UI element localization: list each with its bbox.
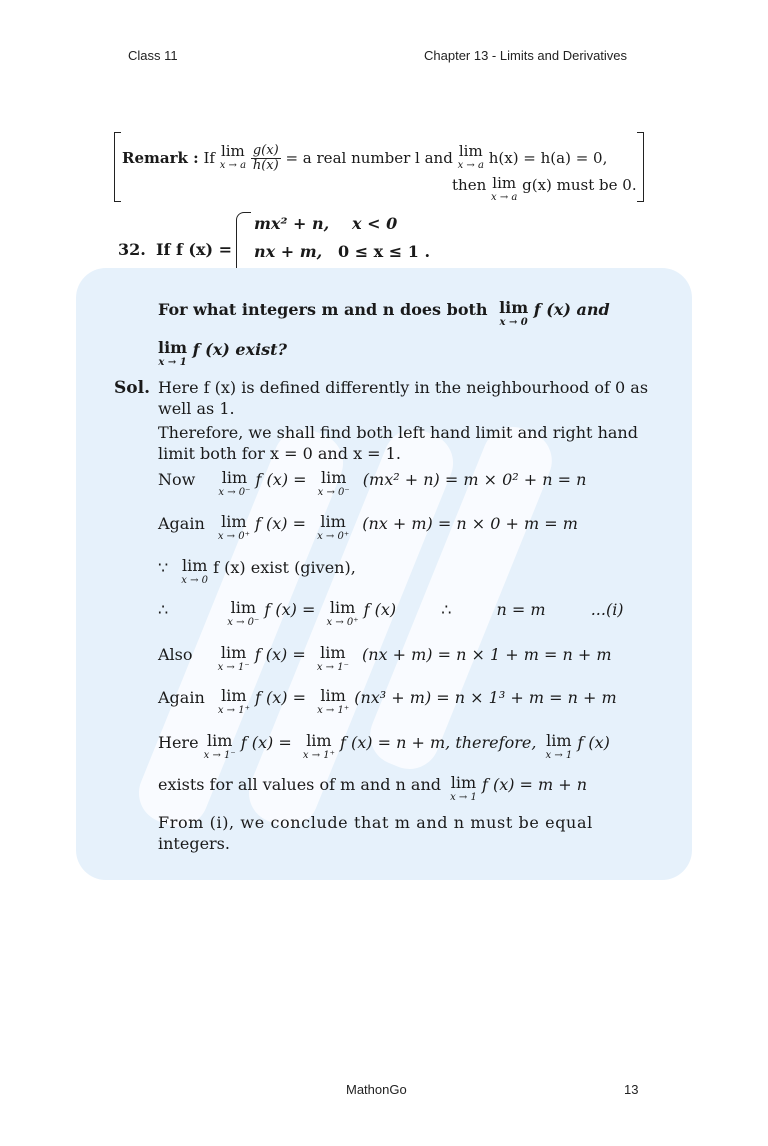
- remark-then: then: [452, 176, 487, 194]
- sol-para-2a: Therefore, we shall find both left hand limit and right hand: [158, 423, 638, 442]
- remark-end-1: h(x) = h(a) = 0,: [488, 148, 608, 167]
- case-2-cond: 0 ≤ x ≤ 1 .: [338, 242, 431, 261]
- sol-therefore-line: ∴ lim x → 0⁻ f (x) = lim x → 0⁺ f (x) ∴ n = m ...(i): [158, 598, 624, 628]
- remark-label: Remark :: [122, 148, 199, 167]
- sol-again-line-2: Again lim x → 1⁺ f (x) = lim x → 1⁺ (nx³ + m) = n × 1³ + m = n + m: [158, 686, 617, 716]
- question-number: 32.: [118, 240, 146, 259]
- remark-lim-3: lim x → a: [491, 174, 518, 203]
- case-1-cond: x < 0: [352, 214, 398, 233]
- question-text-2: lim x → 1 f (x) exist?: [158, 338, 287, 368]
- remark-line-2: [452, 176, 637, 203]
- sol-para-2b: limit both for x = 0 and x = 1.: [158, 444, 401, 463]
- sol-para-1a: Here f (x) is defined differently in the neighbourhood of 0 as: [158, 378, 649, 397]
- sol-now-line: Now lim x → 0⁻ f (x) = lim x → 0⁻ (mx² + n) = m × 0² + n = n: [158, 468, 587, 498]
- remark-mid: = a real number l and: [285, 148, 453, 167]
- sol-also-line: Also lim x → 1⁻ f (x) = lim x → 1⁻ (nx + m) = n × 1 + m = n + m: [158, 643, 612, 673]
- remark-lim-2: lim x → a: [457, 142, 484, 171]
- remark-line-1: [122, 144, 607, 174]
- sol-again-line-1: Again lim x → 0⁺ f (x) = lim x → 0⁺ (nx + m) = n × 0 + m = m: [158, 512, 578, 542]
- remark-box: [114, 132, 644, 202]
- sol-para-1b: well as 1.: [158, 399, 235, 418]
- header-chapter: Chapter 13 - Limits and Derivatives: [424, 48, 628, 63]
- question-if: If f (x) =: [156, 240, 233, 259]
- remark-end-2: g(x) must be 0.: [522, 176, 637, 194]
- sol-exists-line: exists for all values of m and n and lim x → 1 f (x) = m + n: [158, 773, 588, 803]
- question-text-1: For what integers m and n does both lim x → 0 f (x) and: [158, 298, 610, 328]
- sol-because-line: ∵ lim x → 0 f (x) exist (given),: [158, 556, 356, 586]
- sol-conclusion-2: integers.: [158, 834, 230, 853]
- remark-lim-1: lim x → a: [219, 142, 247, 171]
- remark-fraction: $\frac{g(x)}{h(x)}$: [252, 143, 279, 174]
- sol-here-line: Here lim x → 1⁻ f (x) = lim x → 1⁺ f (x) = n + m, therefore, lim x → 1 f (x): [158, 731, 610, 761]
- header-class: Class 11: [128, 48, 178, 63]
- footer-page-number: 13: [624, 1082, 639, 1097]
- footer-brand: MathonGo: [346, 1082, 407, 1097]
- case-1-expr: mx² + n,: [254, 214, 330, 233]
- remark-if: If: [203, 148, 215, 167]
- solution-label: Sol.: [114, 378, 150, 398]
- sol-conclusion-1: From (i), we conclude that m and n must be equal: [158, 813, 593, 832]
- case-2-expr: nx + m,: [254, 242, 323, 261]
